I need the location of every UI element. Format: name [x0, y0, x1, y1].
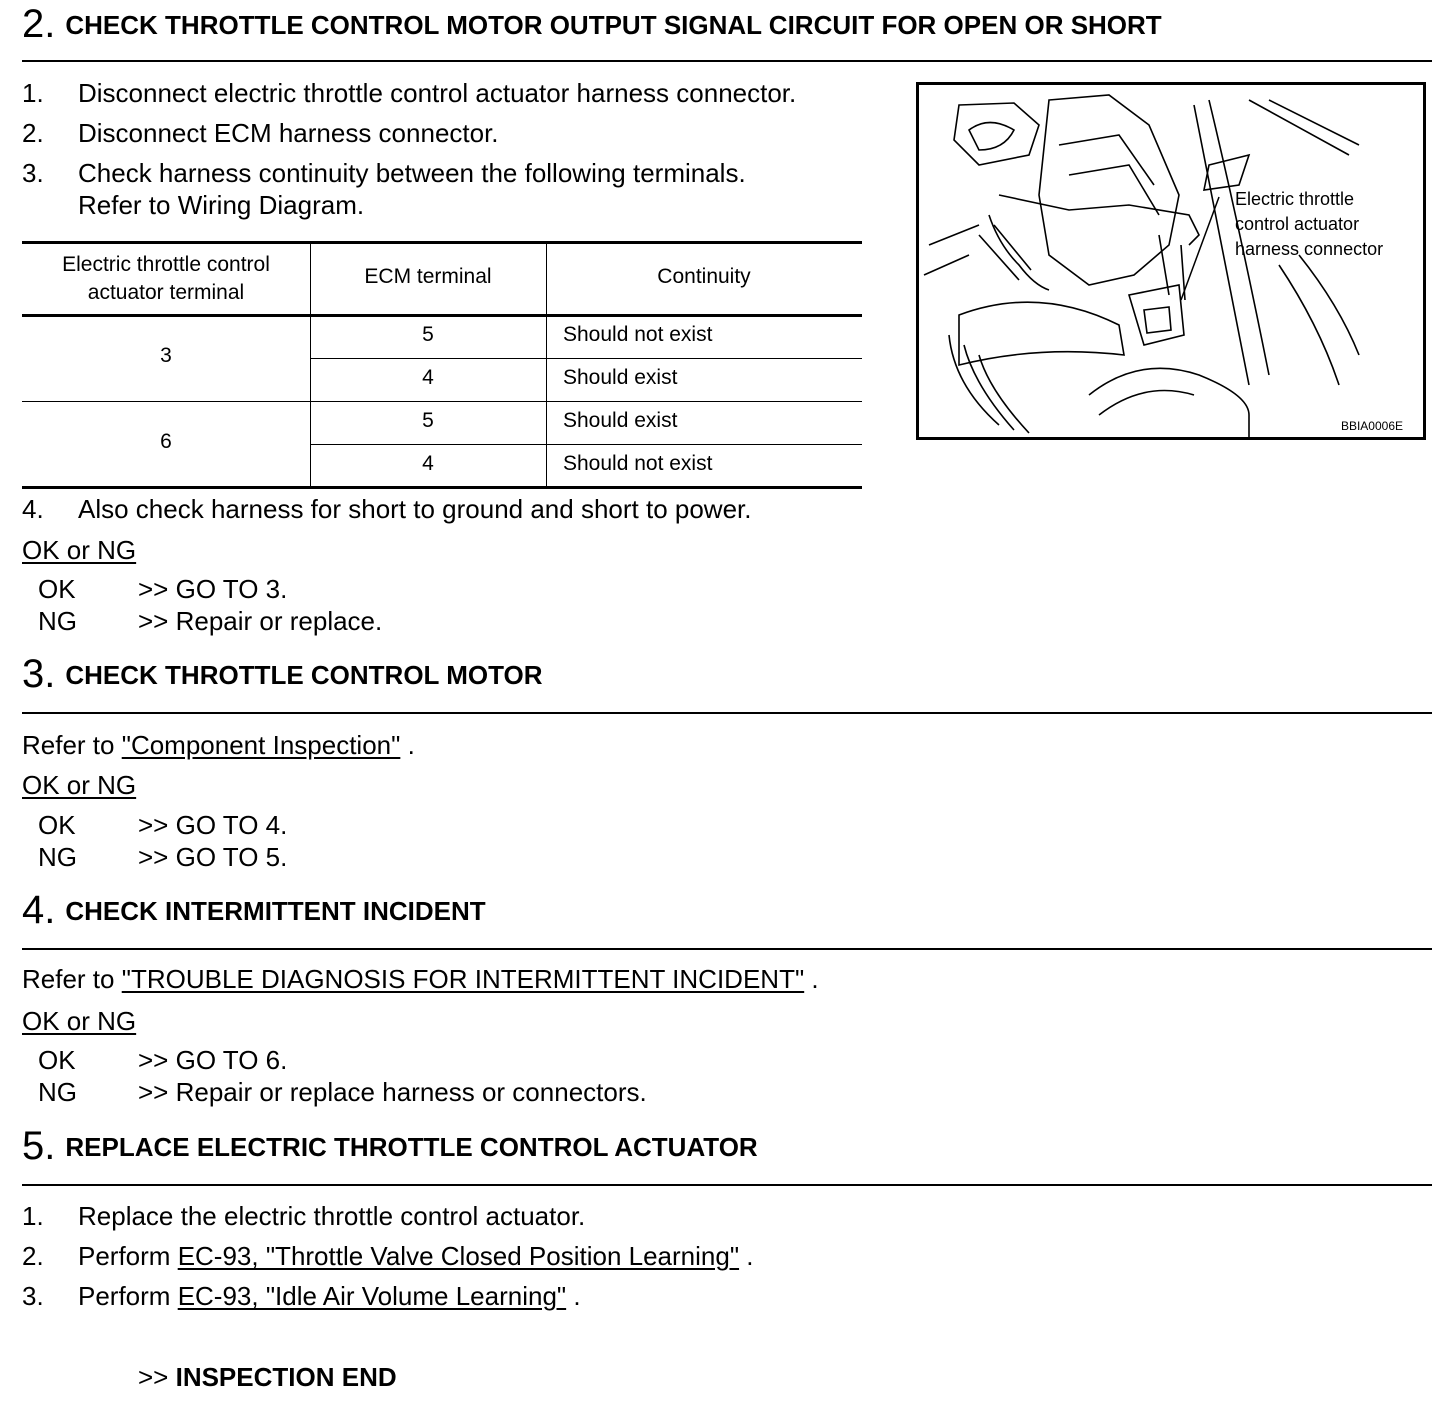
result-label-ok: OK — [38, 810, 76, 840]
reference-suffix: . — [400, 730, 415, 760]
table-header-actuator — [22, 251, 310, 307]
item-number: 1. — [22, 78, 44, 108]
step-title: CHECK INTERMITTENT INCIDENT — [65, 896, 486, 926]
result-text-ok: >> GO TO 6. — [138, 1045, 288, 1075]
table-cell-ecm: 4 — [422, 452, 434, 475]
callout-line: control actuator — [1235, 214, 1360, 234]
table-rule — [22, 401, 862, 402]
table-rule — [22, 314, 862, 317]
divider — [22, 712, 1432, 714]
item-number: 1. — [22, 1201, 44, 1231]
inspection-end — [138, 1362, 397, 1393]
result-text-ok: >> GO TO 4. — [138, 810, 288, 840]
reference-suffix: . — [804, 964, 819, 994]
table-rule — [310, 444, 862, 445]
table-cell-continuity: Should not exist — [563, 452, 713, 475]
instruction-prefix: Perform — [78, 1281, 178, 1311]
reference-prefix: Refer to — [22, 964, 122, 994]
callout-line: harness connector — [1235, 239, 1384, 259]
instruction-text: Disconnect ECM harness connector. — [78, 118, 499, 148]
instruction-line — [78, 1241, 754, 1272]
instruction-suffix: . — [566, 1281, 581, 1311]
step-title: CHECK THROTTLE CONTROL MOTOR OUTPUT SIGNAL CIRCUIT FOR OPEN OR SHORT — [65, 10, 1162, 40]
header-line: actuator terminal — [87, 281, 245, 304]
header-line: Electric throttle control — [62, 253, 270, 276]
divider — [22, 1184, 1432, 1186]
table-cell-ecm: 4 — [422, 366, 434, 389]
table-rule — [22, 241, 862, 244]
instruction-suffix: . — [739, 1241, 754, 1271]
instruction-prefix: Perform — [78, 1241, 178, 1271]
ok-ng-heading: OK or NG — [22, 770, 137, 800]
step-title: CHECK THROTTLE CONTROL MOTOR — [65, 660, 543, 690]
result-label-ok: OK — [38, 1045, 76, 1075]
table-cell-ecm: 5 — [422, 409, 434, 432]
step-number: 2. — [22, 2, 56, 46]
step-title: REPLACE ELECTRIC THROTTLE CONTROL ACTUATOR — [65, 1132, 758, 1162]
instruction-text: Refer to Wiring Diagram. — [78, 190, 365, 220]
reference-prefix: Refer to — [22, 730, 122, 760]
instruction-text: Check harness continuity between the following terminals. — [78, 158, 746, 188]
result-label-ok: OK — [38, 574, 76, 604]
table-cell-actuator: 3 — [160, 344, 172, 367]
result-text-ok: >> GO TO 3. — [138, 574, 288, 604]
result-label-ng: NG — [38, 606, 77, 636]
ok-ng-heading: OK or NG — [22, 1006, 137, 1036]
callout-line: Electric throttle — [1235, 189, 1355, 209]
instruction-text: Disconnect electric throttle control actuator harness connector. — [78, 78, 797, 108]
result-text-ng: >> Repair or replace harness or connectors. — [138, 1077, 647, 1107]
step-3-heading — [22, 652, 543, 697]
item-number: 3. — [22, 158, 44, 188]
step-4-heading — [22, 888, 486, 933]
item-number: 4. — [22, 494, 44, 524]
reference-line — [22, 730, 415, 761]
table-header-ecm: ECM terminal — [364, 265, 492, 288]
table-cell-continuity: Should exist — [563, 409, 678, 432]
ok-ng-heading: OK or NG — [22, 535, 137, 565]
step-number: 5. — [22, 1124, 56, 1168]
table-cell-ecm: 5 — [422, 323, 434, 346]
result-label-ng: NG — [38, 842, 77, 872]
idle-air-volume-learning-link[interactable]: EC-93, "Idle Air Volume Learning" — [177, 1281, 567, 1311]
step-number: 4. — [22, 888, 56, 932]
intermittent-incident-link[interactable]: "TROUBLE DIAGNOSIS FOR INTERMITTENT INCIDENT" — [121, 964, 805, 994]
table-rule — [310, 358, 862, 359]
instruction-text: Also check harness for short to ground and short to power. — [78, 494, 752, 524]
step-2-heading — [22, 2, 1162, 47]
throttle-valve-learning-link[interactable]: EC-93, "Throttle Valve Closed Position Learning" — [177, 1241, 740, 1271]
figure-code: BBIA0006E — [1340, 419, 1403, 433]
result-label-ng: NG — [38, 1077, 77, 1107]
result-text-ng: >> GO TO 5. — [138, 842, 288, 872]
instruction-line — [78, 1281, 581, 1312]
table-cell-continuity: Should exist — [563, 366, 678, 389]
actuator-connector-figure — [916, 82, 1426, 440]
reference-line — [22, 964, 819, 995]
table-cell-actuator: 6 — [160, 430, 172, 453]
table-header-continuity: Continuity — [657, 265, 751, 288]
table-rule — [22, 486, 862, 489]
table-cell-continuity: Should not exist — [563, 323, 713, 346]
item-number: 2. — [22, 1241, 44, 1271]
end-text: INSPECTION END — [175, 1362, 397, 1392]
result-text-ng: >> Repair or replace. — [138, 606, 383, 636]
item-number: 2. — [22, 118, 44, 148]
step-number: 3. — [22, 652, 56, 696]
figure-callout — [1235, 187, 1383, 262]
instruction-text: Replace the electric throttle control actuator. — [78, 1201, 586, 1231]
divider — [22, 60, 1432, 62]
step-5-heading — [22, 1124, 758, 1169]
item-number: 3. — [22, 1281, 44, 1311]
component-inspection-link[interactable]: "Component Inspection" — [121, 730, 401, 760]
divider — [22, 948, 1432, 950]
end-prefix: >> — [138, 1362, 176, 1392]
